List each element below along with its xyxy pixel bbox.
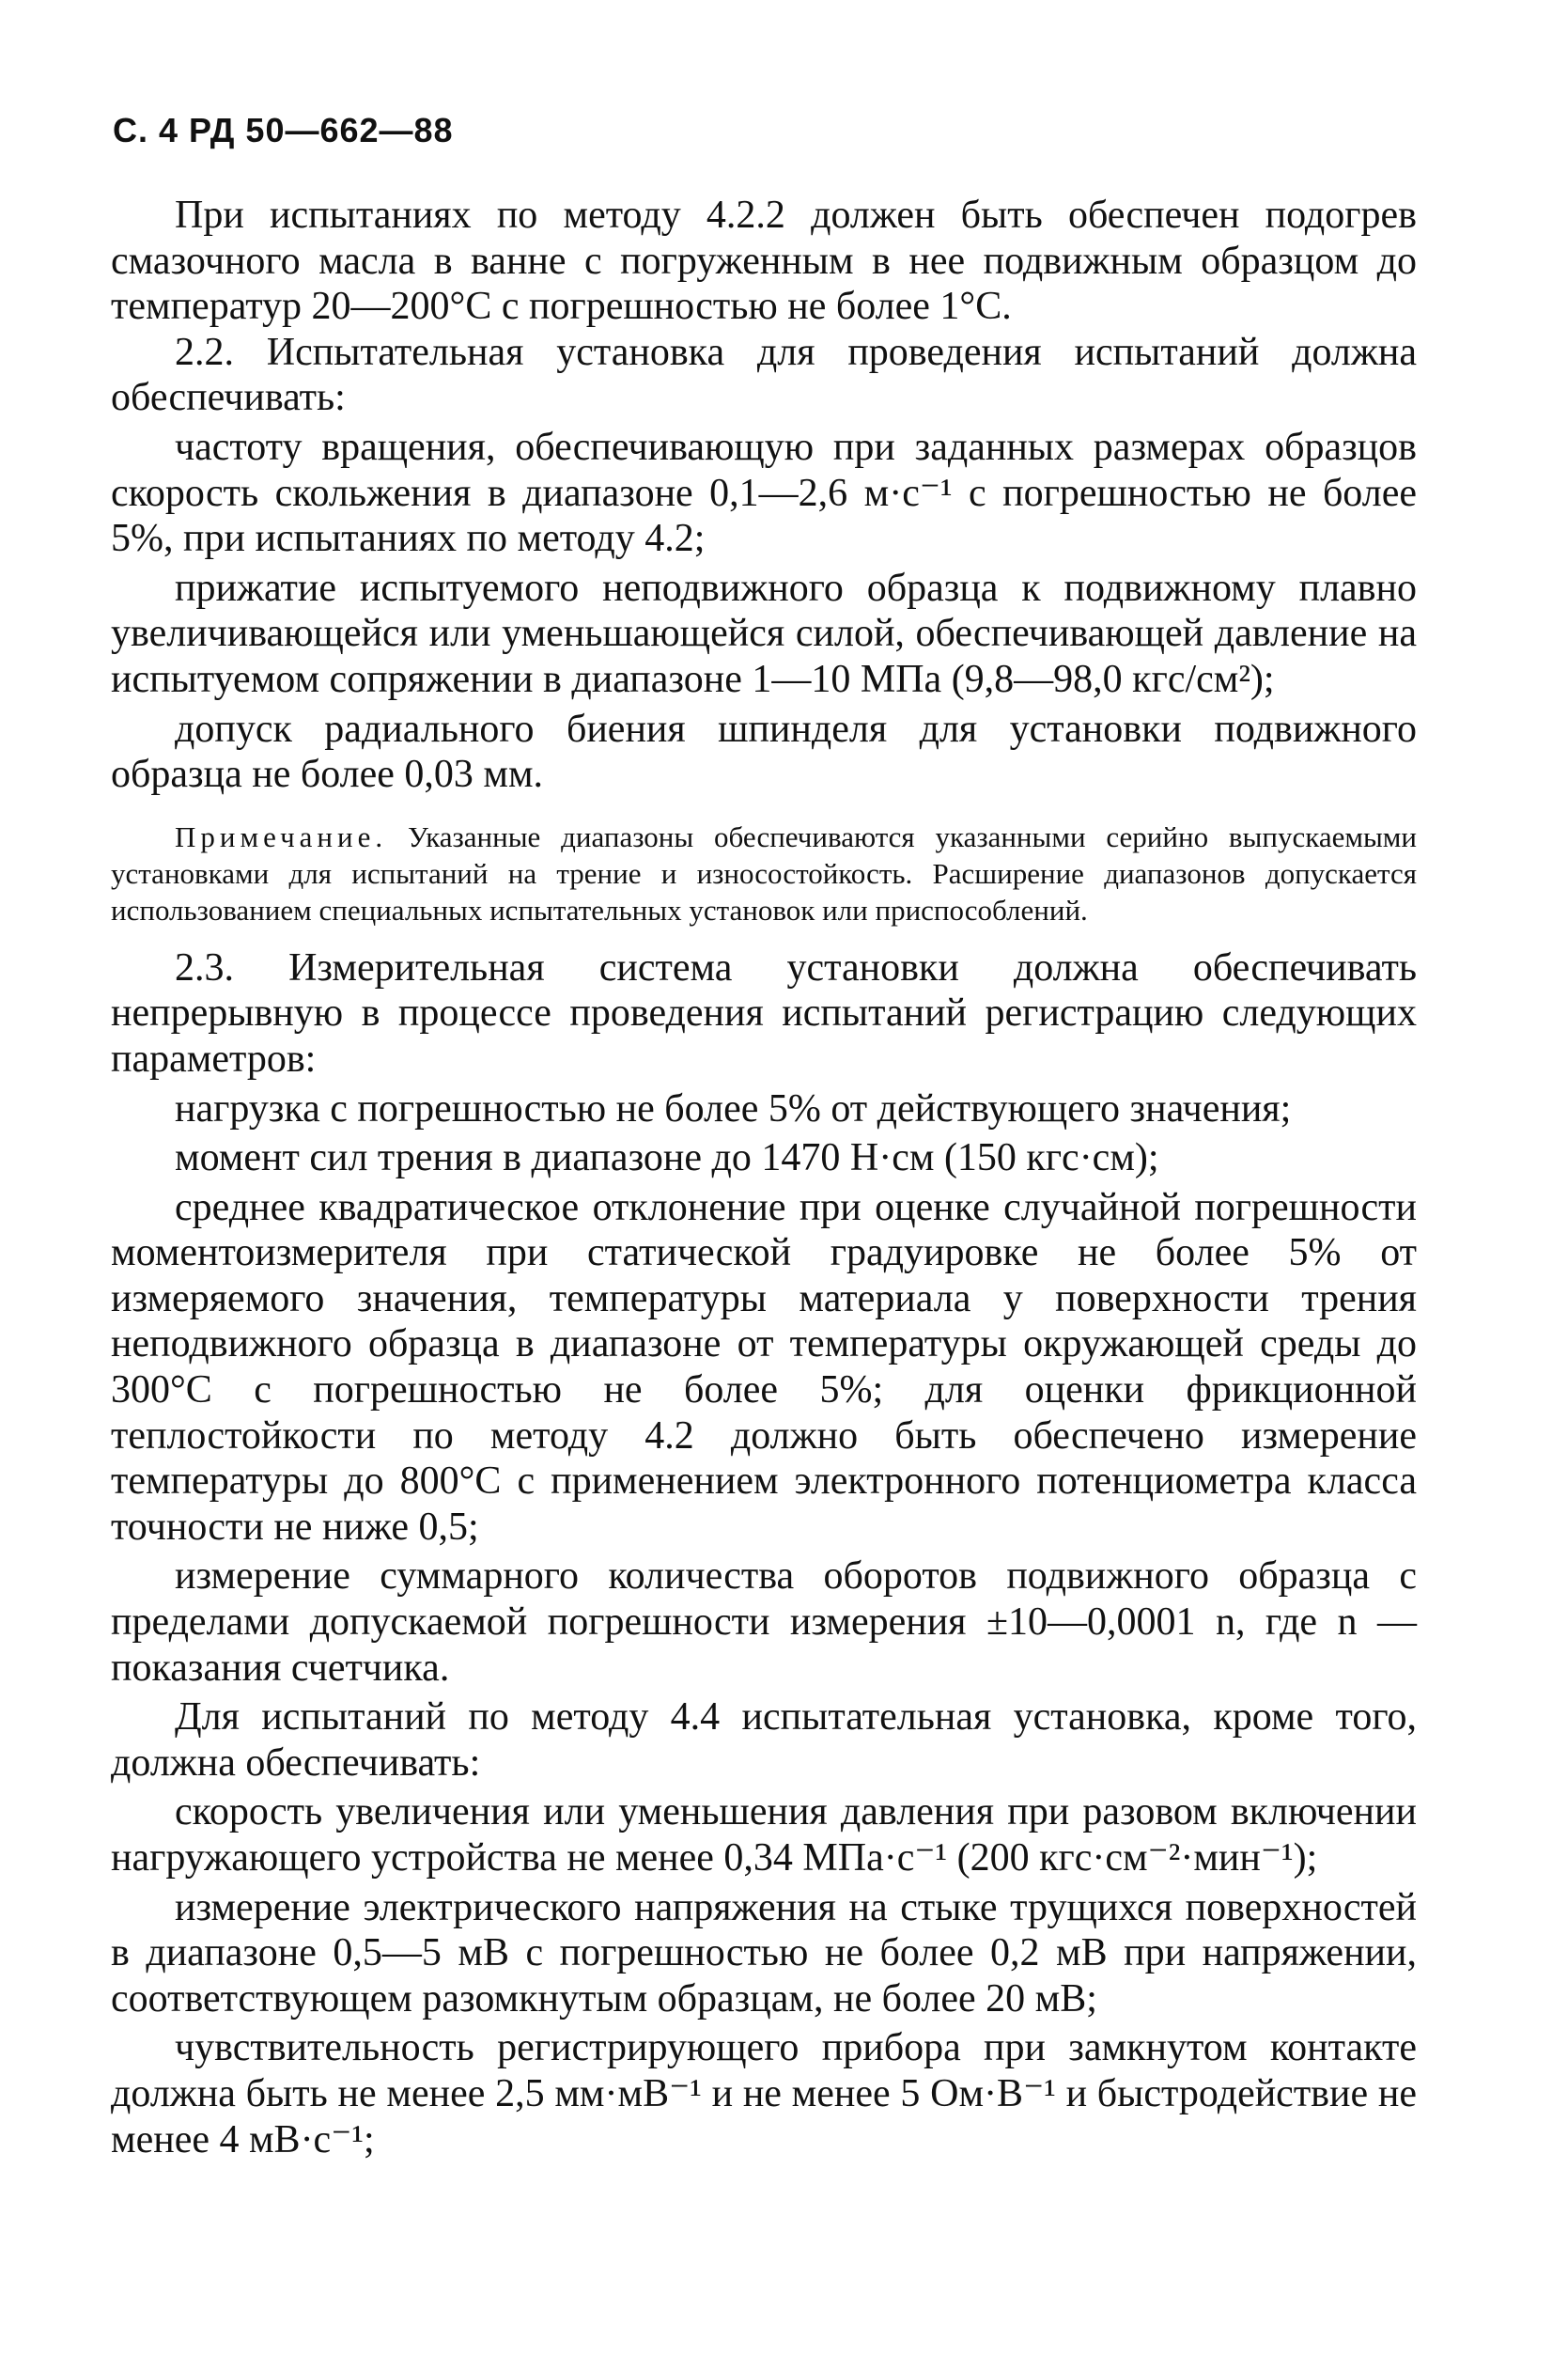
paragraph: нагрузка с погрешностью не более 5% от действующего значения; [175,1086,1292,1131]
paragraph: измерение электрического напряжения на стыке трущихся поверхностей в диапазоне 0,5—5 мВ с погрешностью не более 0,2 мВ при напряжении, соответствующем разомкнутым образцам, не более 20 мВ; [111,1885,1417,2021]
paragraph: частоту вращения, обеспечивающую при заданных размерах образцов скорость скольжения в диапазоне 0,1—2,6 м·с⁻¹ с погрешностью не более 5%, при испытаниях по методу 4.2; [111,425,1417,561]
paragraph: чувствительность регистрирующего прибора при замкнутом контакте должна быть не менее 2,5 мм·мВ⁻¹ и не менее 5 Ом·В⁻¹ и быстродействие не менее 4 мВ·с⁻¹; [111,2026,1417,2161]
paragraph: 2.3. Измерительная система установки должна обеспечивать непрерывную в процессе проведения испытаний регистрацию следующих параметров: [111,945,1417,1081]
paragraph: При испытаниях по методу 4.2.2 должен быть обеспечен подогрев смазочного масла в ванне с погруженным в нее подвижным образцом до температур 20—200°С с погрешностью не более 1°С. [111,194,1417,329]
paragraph: прижатие испытуемого неподвижного образца к подвижному плавно увеличивающейся или уменьшающейся силой, обеспечивающей давление на испытуемом сопряжении в диапазоне 1—10 МПа (9,8—98,0 кгс/см²); [111,566,1417,701]
note-label: Примечание. [175,819,388,853]
document-body [111,193,1417,2162]
paragraph: Для испытаний по методу 4.4 испытательная установка, кроме того, должна обеспечивать: [111,1695,1417,1785]
paragraph: среднее квадратическое отклонение при оценке случайной погрешности моментоизмерителя при статической градуировке не более 5% от измеряемого значения, температуры материала у поверхности трения неподвижного образца в диапазоне от температуры окружающей среды до 300°С с погрешностью не более 5%; для оценки фрикционной теплостойкости по методу 4.2 должно быть обеспечено измерение температуры до 800°С с применением электронного потенциометра класса точности не ниже 0,5; [111,1185,1417,1549]
paragraph: скорость увеличения или уменьшения давления при разовом включении нагружающего устройства не менее 0,34 МПа·с⁻¹ (200 кгс·см⁻²·мин⁻¹); [111,1790,1417,1880]
paragraph: допуск радиального биения шпинделя для установки подвижного образца не более 0,03 мм. [111,707,1417,797]
note-text: Указанные диапазоны обеспечиваются указанными серийно выпускаемыми установками для испытаний на трение и износостойкость. Расширение диапазонов допускается использованием специальных испытательных установок или приспособлений. [111,819,1417,927]
page-header: С. 4 РД 50—662—88 [113,111,454,149]
paragraph: момент сил трения в диапазоне до 1470 Н·см (150 кгс·см); [175,1136,1159,1180]
paragraph: 2.2. Испытательная установка для проведения испытаний должна обеспечивать: [111,330,1417,420]
paragraph: измерение суммарного количества оборотов подвижного образца с пределами допускаемой погрешности измерения ±10—0,0001 n, где n — показания счетчика. [111,1554,1417,1690]
note [111,819,1417,928]
